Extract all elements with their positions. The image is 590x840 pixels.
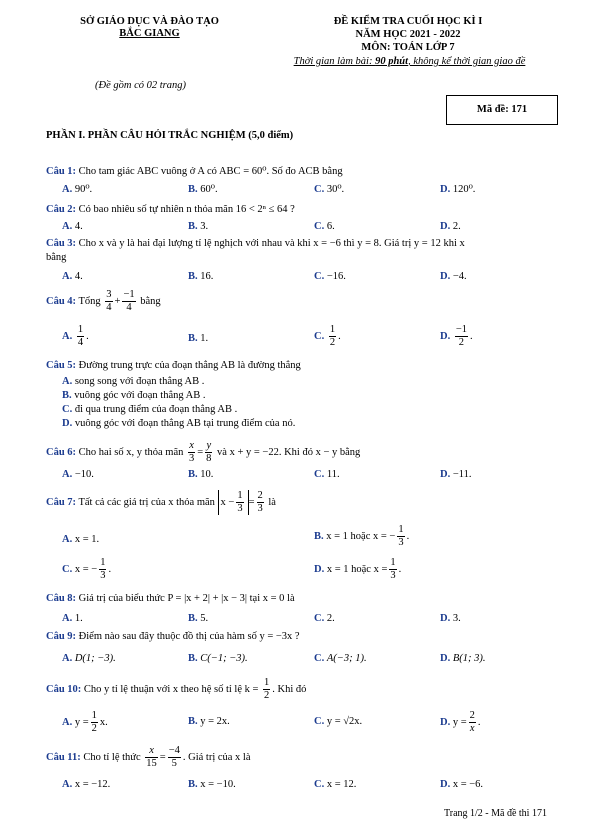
q5-option-c: C. đi qua trung điểm của đoạn thẳng AB . (62, 404, 238, 415)
subject: MÔN: TOÁN LỚP 7 (361, 42, 455, 53)
question-4: Câu 4: Tổng $\frac{3}{4}$ + $\frac{-1}{4}$ bằng (46, 289, 161, 313)
page-footer: Trang 1/2 - Mã đề thi 171 (444, 808, 547, 819)
q4-option-d: D. $\frac{-1}{2}$ . (440, 324, 473, 348)
question-10: Câu 10: Cho y tỉ lệ thuận với x theo hệ số tỉ lệ k = $\frac{1}{2}$ . Khi đó (46, 677, 307, 701)
q7-option-b: B. x = 1 hoặc x = − $\frac{1}{3}$ . (314, 524, 410, 548)
q6-option-d: D. −11. (440, 469, 472, 480)
question-7: Câu 7: Tất cả các giá trị của x thỏa mãn x − $\frac{1}{3}$ = $\frac{2}{3}$ là (46, 490, 276, 514)
q6-option-b: B. 10. (188, 469, 214, 480)
question-11: Câu 11: Cho tỉ lệ thức $\frac{x}{15}$ = $\frac{-4}{5}$ . Giá trị của x là (46, 745, 251, 769)
q4-option-b: B. 1. (188, 333, 209, 344)
q8-option-d: D. 3. (440, 613, 461, 624)
q4-option-a: A. $\frac{1}{4}$ . (62, 324, 89, 348)
absolute-value: x − $\frac{1}{3}$ (218, 490, 249, 515)
q9-option-c: C. A(−3; 1). (314, 653, 367, 664)
q9-option-d: D. B(1; 3). (440, 653, 486, 664)
q2-option-a: A. 4. (62, 221, 83, 232)
q8-option-a: A. 1. (62, 613, 83, 624)
q2-option-b: B. 3. (188, 221, 209, 232)
q11-option-c: C. x = 12. (314, 779, 357, 790)
q5-option-d: D. vuông góc với đoạn thẳng AB tại trung điểm của nó. (62, 418, 296, 429)
exam-title: ĐỀ KIỂM TRA CUỐI HỌC KÌ I (333, 16, 483, 27)
question-3-continued: bằng (46, 252, 67, 263)
q5-option-b: B. vuông góc với đoạn thẳng AB . (62, 390, 206, 401)
question-8: Câu 8: Giá trị của biểu thức P = |x + 2| + |x − 3| tại x = 0 là (46, 593, 295, 604)
fraction: $\frac{3}{4}$ (106, 289, 112, 313)
q6-option-a: A. −10. (62, 469, 94, 480)
q7-option-d: D. x = 1 hoặc x = $\frac{1}{3}$ . (314, 557, 402, 581)
time-note: Thời gian làm bài: 90 phút, không kể thời gian giao đề (293, 56, 526, 67)
q3-option-a: A. 4. (62, 271, 83, 282)
q10-option-d: D. y = $\frac{2}{x}$ . (440, 710, 481, 734)
section-title: PHẦN I. PHẦN CÂU HỎI TRẮC NGHIỆM (5,0 điểm) (46, 130, 294, 141)
province-name: BẮC GIANG (119, 28, 180, 39)
q1-option-a: A. 90⁰. (62, 184, 93, 195)
question-2: Câu 2: Có bao nhiêu số tự nhiên n thỏa mãn 16 < 2ⁿ ≤ 64 ? (46, 204, 295, 215)
q9-option-a: A. D(1; −3). (62, 653, 116, 664)
question-1: Câu 1: Cho tam giác ABC vuông ở A có ABC = 60⁰. Số đo ACB bằng (46, 166, 343, 177)
question-5: Câu 5: Đường trung trực của đoạn thẳng AB là đường thẳng (46, 360, 301, 371)
q11-option-b: B. x = −10. (188, 779, 236, 790)
exam-code-box: Mã đề: 171 (446, 95, 558, 125)
question-6: Câu 6: Cho hai số x, y thỏa mãn $\frac{x}{3}$ = $\frac{y}{8}$ và x + y = −22. Khi đó x − y bằng (46, 440, 361, 464)
q4-option-c: C. $\frac{1}{2}$ . (314, 324, 341, 348)
q2-option-d: D. 2. (440, 221, 461, 232)
q8-option-c: C. 2. (314, 613, 335, 624)
q3-option-d: D. −4. (440, 271, 467, 282)
q9-option-b: B. C(−1; −3). (188, 653, 248, 664)
q1-option-b: B. 60⁰. (188, 184, 218, 195)
q10-option-c: C. y = √2x. (314, 716, 363, 727)
q10-option-a: A. y = $\frac{1}{2}$ x. (62, 710, 108, 734)
department-name: SỞ GIÁO DỤC VÀ ĐÀO TẠO (80, 16, 219, 27)
q6-option-c: C. 11. (314, 469, 340, 480)
q5-option-a: A. song song với đoạn thẳng AB . (62, 376, 205, 387)
q7-option-a: A. x = 1. (62, 534, 100, 545)
question-3: Câu 3: Cho x và y là hai đại lượng tỉ lệ nghịch với nhau và khi x = −6 thì y = 8. Giá trị y = 12 khi x (46, 238, 465, 249)
q3-option-c: C. −16. (314, 271, 346, 282)
q1-option-d: D. 120⁰. (440, 184, 476, 195)
q11-option-a: A. x = −12. (62, 779, 111, 790)
q8-option-b: B. 5. (188, 613, 209, 624)
fraction: $\frac{-1}{4}$ (123, 289, 135, 313)
q1-option-c: C. 30⁰. (314, 184, 345, 195)
q7-option-c: C. x = − $\frac{1}{3}$ . (62, 557, 112, 581)
school-year: NĂM HỌC 2021 - 2022 (355, 29, 461, 40)
q3-option-b: B. 16. (188, 271, 214, 282)
q11-option-d: D. x = −6. (440, 779, 484, 790)
q2-option-c: C. 6. (314, 221, 335, 232)
question-9: Câu 9: Điểm nào sau đây thuộc đồ thị của hàm số y = −3x ? (46, 631, 300, 642)
q10-option-b: B. y = 2x. (188, 716, 230, 727)
pages-note: (Đề gồm có 02 trang) (95, 80, 186, 91)
